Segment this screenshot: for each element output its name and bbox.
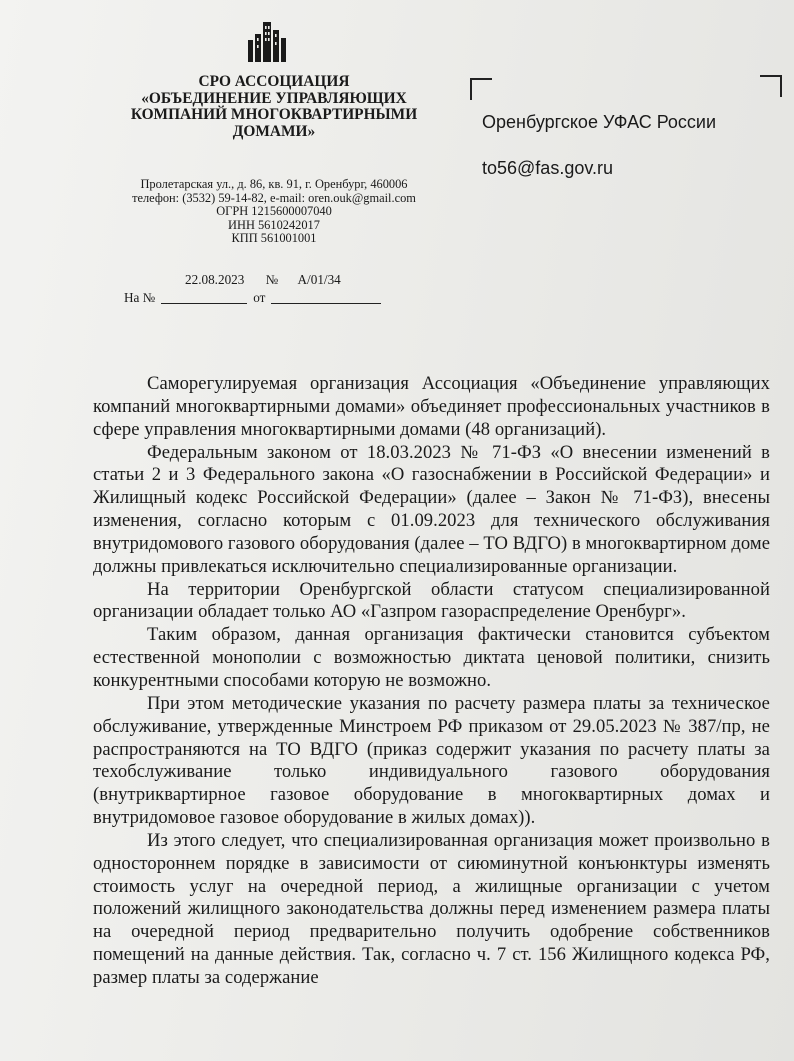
organization-logo [244,18,290,64]
org-name-line: КОМПАНИЙ МНОГОКВАРТИРНЫМИ [130,106,418,124]
letter-body [93,373,770,990]
letter-date: 22.08.2023 [185,272,245,287]
outgoing-reference [185,272,341,288]
address-corner-left [470,78,492,100]
body-paragraph: На территории Оренбургской области статусом специализированной организации обладает только АО «Газпром газораспределение Оренбург». [93,578,770,623]
organization-contacts [88,178,460,246]
recipient-email: to56@fas.gov.ru [482,158,614,178]
reply-reference [124,290,381,306]
address-corner-right [760,75,782,97]
phone-email: телефон: (3532) 59-14-82, e-mail: oren.ouk@gmail.com [132,190,416,205]
body-paragraph: Саморегулируемая организация Ассоциация «Объединение управляющих компаний многоквартирными домами» объединяет профессиональных участников в сфере управления многоквартирными домами (48 организаций). [93,373,770,440]
address: Пролетарская ул., д. 86, кв. 91, г. Оренбург, 460006 [140,177,408,191]
org-name-line: ДОМАМИ» [232,122,316,140]
body-paragraph: Федеральным законом от 18.03.2023 № 71-ФЗ «О внесении изменений в статьи 2 и 3 Федерального закона «О газоснабжении в Российской Федерации» и Жилищный кодекс Российской Федерации» (далее – Закон № 71-ФЗ), внесены изменения, согласно которым с 01.09.2023 для технического обслуживания внутридомового газового оборудования (далее – ТО ВДГО) в многоквартирном доме должны привлекаться исключительно специализированные организации. [93,441,770,577]
org-name-line: «ОБЪЕДИНЕНИЕ УПРАВЛЯЮЩИХ [141,89,407,107]
reply-date-label: от [253,290,266,305]
org-name-line: СРО АССОЦИАЦИЯ [198,73,350,90]
reply-number-label: На № [124,290,156,305]
number-label: № [265,272,279,287]
ogrn: ОГРН 1215600007040 [216,204,332,219]
organization-name [96,74,452,140]
body-paragraph: Таким образом, данная организация фактически становится субъектом естественной монополии с возможностью диктата ценовой политики, снизить конкурентными способами которую не возможно. [93,624,770,691]
body-paragraph: При этом методические указания по расчету размера платы за техническое обслуживание, утвержденные Минстроем РФ приказом от 29.05.2023 № 387/пр, не распространяются на ТО ВДГО (приказ содержит указания по расчету платы за техобслуживание только индивидуального газового оборудования (внутриквартирное газовое оборудование в многоквартирных домах и внутридомовое газовое оборудование в жилых домах)). [93,692,770,829]
recipient-name: Оренбургское УФАС России [482,112,717,132]
body-paragraph: Из этого следует, что специализированная организация может произвольно в одностороннем порядке в зависимости от сиюминутной конъюнктуры изменять стоимость услуг на очередной период, а жилищные организации с учетом положений жилищного законодательства должны перед изменением размера платы на очередной период предварительно получить одобрение собственников помещений на данные действия. Так, согласно ч. 7 ст. 156 Жилищного кодекса РФ, размер платы за содержание [93,829,770,988]
reply-number-blank [161,291,247,304]
inn: ИНН 5610242017 [228,217,320,232]
reply-date-blank [271,291,381,304]
letter-number: А/01/34 [297,272,341,287]
kpp: КПП 561001001 [231,231,317,246]
